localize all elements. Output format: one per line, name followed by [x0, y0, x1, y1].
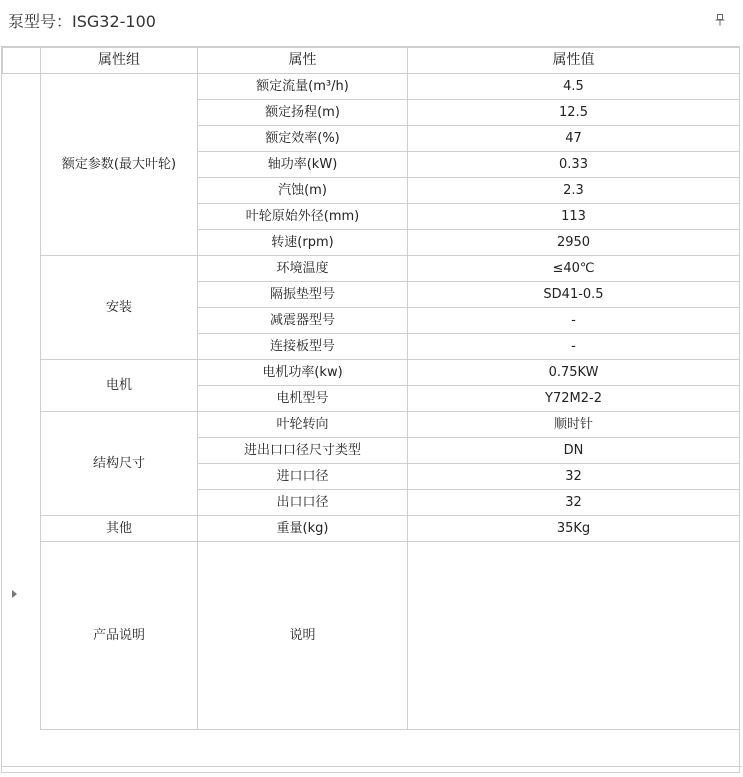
value-cell: 0.75KW	[408, 360, 740, 386]
value-cell: -	[408, 308, 740, 334]
value-cell: 35Kg	[408, 516, 740, 542]
column-header-group[interactable]: 属性组	[41, 48, 198, 74]
attribute-cell: 额定扬程(m)	[198, 100, 408, 126]
table-row[interactable]	[3, 516, 740, 542]
attribute-cell: 叶轮转向	[198, 412, 408, 438]
value-cell: 2.3	[408, 178, 740, 204]
table-body	[3, 74, 740, 730]
attribute-cell: 说明	[198, 542, 408, 730]
attribute-cell: 进出口口径尺寸类型	[198, 438, 408, 464]
value-cell: Y72M2-2	[408, 386, 740, 412]
attribute-cell: 环境温度	[198, 256, 408, 282]
page-title: 泵型号：ISG32-100	[8, 12, 156, 31]
value-cell: 2950	[408, 230, 740, 256]
column-header-attribute[interactable]: 属性	[198, 48, 408, 74]
table-row[interactable]	[3, 542, 740, 730]
bottom-divider	[1, 766, 742, 767]
table-row[interactable]	[3, 256, 740, 282]
attribute-cell: 转速(rpm)	[198, 230, 408, 256]
value-cell: -	[408, 334, 740, 360]
table-row[interactable]	[3, 74, 740, 100]
attribute-cell: 电机功率(kw)	[198, 360, 408, 386]
group-cell: 安装	[41, 256, 198, 360]
attribute-cell: 电机型号	[198, 386, 408, 412]
property-table	[2, 47, 740, 730]
pin-icon[interactable]	[715, 14, 725, 26]
value-cell: SD41-0.5	[408, 282, 740, 308]
attribute-cell: 叶轮原始外径(mm)	[198, 204, 408, 230]
value-cell: 32	[408, 464, 740, 490]
value-cell: 47	[408, 126, 740, 152]
expand-arrow-icon[interactable]	[12, 590, 17, 598]
attribute-cell: 轴功率(kW)	[198, 152, 408, 178]
value-cell: 0.33	[408, 152, 740, 178]
value-cell: 4.5	[408, 74, 740, 100]
expander-header	[3, 48, 41, 74]
value-cell: 12.5	[408, 100, 740, 126]
value-cell: 32	[408, 490, 740, 516]
attribute-cell: 连接板型号	[198, 334, 408, 360]
table-row[interactable]	[3, 412, 740, 438]
value-cell: DN	[408, 438, 740, 464]
attribute-cell: 出口口径	[198, 490, 408, 516]
table-header-row	[3, 48, 740, 74]
header	[0, 0, 743, 44]
group-cell: 电机	[41, 360, 198, 412]
attribute-cell: 进口口径	[198, 464, 408, 490]
attribute-cell: 重量(kg)	[198, 516, 408, 542]
value-cell: 113	[408, 204, 740, 230]
value-cell	[408, 542, 740, 730]
group-cell: 其他	[41, 516, 198, 542]
group-cell: 额定参数(最大叶轮)	[41, 74, 198, 256]
group-cell: 结构尺寸	[41, 412, 198, 516]
expander-column	[3, 74, 41, 730]
attribute-cell: 隔振垫型号	[198, 282, 408, 308]
table-row[interactable]	[3, 360, 740, 386]
column-header-value[interactable]: 属性值	[408, 48, 740, 74]
value-cell: 顺时针	[408, 412, 740, 438]
value-cell: ≤40℃	[408, 256, 740, 282]
attribute-cell: 汽蚀(m)	[198, 178, 408, 204]
attribute-cell: 减震器型号	[198, 308, 408, 334]
property-panel	[1, 46, 740, 773]
group-cell: 产品说明	[41, 542, 198, 730]
attribute-cell: 额定流量(m³/h)	[198, 74, 408, 100]
attribute-cell: 额定效率(%)	[198, 126, 408, 152]
